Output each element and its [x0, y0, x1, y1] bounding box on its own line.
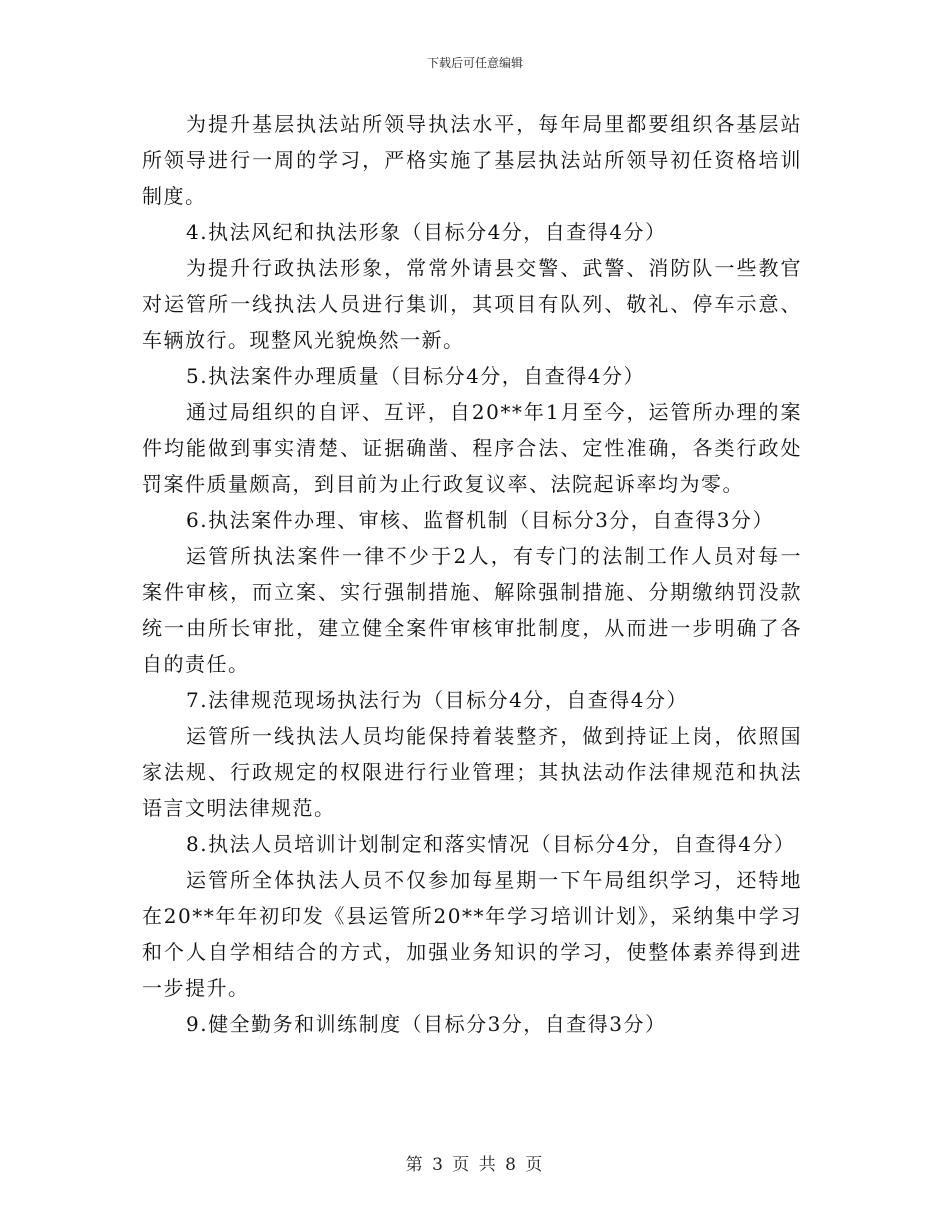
page-footer: 第 3 页 共 8 页 [405, 1155, 545, 1175]
section-heading-6: 6.执法案件办理、审核、监督机制（目标分3分，自查得3分） [186, 508, 775, 532]
body-paragraph: 为提升行政执法形象，常常外请县交警、武警、消防队一些教官对运管所一线执法人员进行集训，其项目有队列、敬礼、停车示意、车辆放行。现整风光貌焕然一新。 [142, 256, 802, 352]
body-paragraph: 为提升基层执法站所领导执法水平，每年局里都要组织各基层站所领导进行一周的学习，严格实施了基层执法站所领导初任资格培训制度。 [142, 112, 802, 208]
section-heading-9: 9.健全勤务和训练制度（目标分3分，自查得3分） [186, 1012, 667, 1036]
page-header: 下载后可任意编辑 [426, 56, 523, 70]
body-paragraph: 通过局组织的自评、互评，自20**年1月至今，运管所办理的案件均能做到事实清楚、证据确凿、程序合法、定性准确，各类行政处罚案件质量颇高，到目前为止行政复议率、法院起诉率均为零。 [142, 400, 802, 496]
section-heading-7: 7.法律规范现场执法行为（目标分4分，自查得4分） [186, 688, 689, 712]
section-heading-5: 5.执法案件办理质量（目标分4分，自查得4分） [186, 364, 646, 388]
section-heading-4: 4.执法风纪和执法形象（目标分4分，自查得4分） [186, 220, 667, 244]
body-paragraph: 运管所执法案件一律不少于2人，有专门的法制工作人员对每一案件审核，而立案、实行强制措施、解除强制措施、分期缴纳罚没款统一由所长审批，建立健全案件审核审批制度，从而进一步明确了各自的责任。 [142, 544, 802, 676]
body-paragraph: 运管所全体执法人员不仅参加每星期一下午局组织学习，还特地在20**年年初印发《县运管所20**年学习培训计划》，采纳集中学习和个人自学相结合的方式，加强业务知识的学习，使整体素养得到进一步提升。 [142, 868, 802, 1000]
document-body [142, 106, 802, 1042]
section-heading-8: 8.执法人员培训计划制定和落实情况（目标分4分，自查得4分） [186, 832, 796, 856]
body-paragraph: 运管所一线执法人员均能保持着装整齐，做到持证上岗，依照国家法规、行政规定的权限进行行业管理；其执法动作法律规范和执法语言文明法律规范。 [142, 724, 802, 820]
